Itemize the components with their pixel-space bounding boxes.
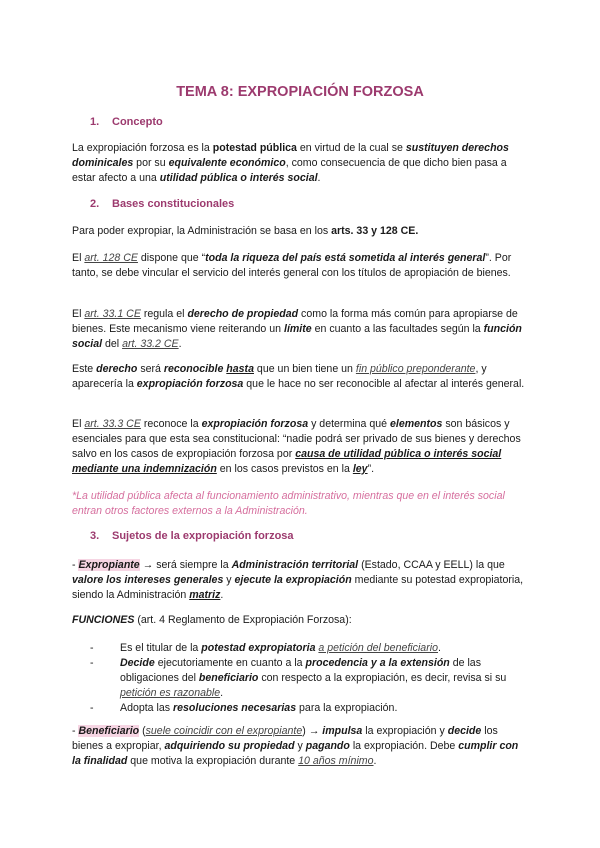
underlined-reference: petición es razonable	[120, 687, 221, 699]
underlined-reference: 10 años mínimo	[298, 755, 374, 767]
underlined-emphasis: hasta	[226, 363, 254, 375]
list-item	[90, 641, 530, 656]
text-run: son básicos y esenciales para que esta sea constitucional: “nadie podrá ser privado de sus bienes y derechos salvo en los casos de expropiación forzosa por	[72, 418, 521, 460]
emphasis-text: valore los intereses generales	[72, 574, 224, 586]
paragraph-art-128	[72, 251, 530, 281]
emphasis-text: pagando	[305, 740, 350, 752]
emphasis-text: decide	[447, 725, 482, 737]
underlined-reference: a petición del beneficiario	[318, 642, 438, 654]
emphasis-text: FUNCIONES	[72, 614, 135, 626]
underlined-reference: art. 33.2 CE	[122, 338, 179, 350]
paragraph-arts	[72, 224, 530, 239]
text-run: La expropiación forzosa es la	[72, 142, 213, 154]
text-run: → será siempre la	[139, 559, 232, 571]
text-run: El	[72, 418, 85, 430]
section-title: Sujetos de la expropiación forzosa	[112, 530, 294, 542]
underlined-reference: art. 33.3 CE	[84, 418, 141, 430]
text-run: .	[178, 338, 182, 350]
text-run: y	[223, 574, 235, 586]
text-run: la expropiación. Debe	[349, 740, 459, 752]
emphasis-text: beneficiario	[198, 672, 259, 684]
text-run: los bienes a expropiar,	[72, 725, 498, 752]
underlined-reference: art. 128 CE	[84, 252, 138, 264]
emphasis-text: expropiación forzosa	[136, 378, 244, 390]
section-heading-bases	[90, 198, 234, 210]
underlined-reference: art. 33.1 CE	[84, 308, 141, 320]
text-run: será	[137, 363, 164, 375]
text-run: en los casos previstos en la	[216, 463, 353, 475]
text-run: , como consecuencia de que dicho bien pasa a estar afecto a una	[72, 157, 507, 184]
underlined-emphasis: matriz	[189, 589, 221, 601]
emphasis-text: elementos	[389, 418, 443, 430]
emphasis-text: procedencia y a la extensión	[305, 657, 450, 669]
highlighted-term: Expropiante	[78, 559, 140, 571]
emphasis-text: derecho de propiedad	[187, 308, 299, 320]
text-run: El	[72, 252, 85, 264]
underlined-reference: suele coincidir con el expropiante	[145, 725, 303, 737]
text-run: mediante su potestad expropiatoria, siendo la Administración	[72, 574, 524, 601]
list-item	[90, 656, 530, 701]
bold-text: potestad pública	[212, 142, 297, 154]
text-run: en virtud de la cual se	[296, 142, 406, 154]
text-run: .	[220, 589, 224, 601]
underlined-emphasis: mediante una indemnización	[72, 463, 217, 475]
text-run: El	[72, 308, 85, 320]
funciones-list	[90, 641, 530, 716]
text-run: ) →	[302, 725, 323, 737]
paragraph-concepto	[72, 141, 530, 186]
list-item	[90, 701, 530, 716]
section-heading-sujetos	[90, 530, 294, 542]
underlined-reference: fin público preponderante	[355, 363, 476, 375]
text-run: ”.	[367, 463, 375, 475]
emphasis-text: sustituyen derechos dominicales	[72, 142, 509, 169]
section-number: 1.	[90, 116, 100, 128]
text-run: ejecutoriamente en cuanto a la	[154, 657, 306, 669]
text-run: (Estado, CCAA y EELL) la que	[358, 559, 505, 571]
emphasis-text: función social	[72, 323, 522, 350]
text-run: en cuanto a las facultades según la	[311, 323, 484, 335]
text-run: .	[437, 642, 441, 654]
text-run: (art. 4 Reglamento de Expropiación Forzosa):	[134, 614, 352, 626]
text-run: (	[139, 725, 146, 737]
emphasis-text: potestad expropiatoria	[201, 642, 316, 654]
text-run: que motiva la expropiación durante	[127, 755, 299, 767]
text-run: , y aparecería la	[72, 363, 487, 390]
text-run: *La utilidad pública afecta al funcionamiento administrativo, mientras que en el interés social entran otros factores externos a la Administración.	[72, 490, 505, 517]
emphasis-text: impulsa	[322, 725, 363, 737]
section-title: Concepto	[112, 116, 163, 128]
paragraph-expropiante	[72, 558, 530, 603]
text-run: Para poder expropiar, la Administración se basa en los	[72, 225, 332, 237]
text-run: y	[294, 740, 306, 752]
emphasis-text: Decide	[120, 657, 155, 669]
text-run: con respecto a la expropiación, es decir, revisa si su	[258, 672, 507, 684]
text-run: regula el	[140, 308, 188, 320]
text-run: de las obligaciones del	[120, 657, 481, 684]
emphasis-text: resoluciones necesarias	[173, 702, 297, 714]
section-number: 2.	[90, 198, 100, 210]
text-run: que le hace no ser reconocible al afectar al interés general.	[243, 378, 525, 390]
paragraph-art-33-3	[72, 417, 530, 477]
text-run: Este	[72, 363, 97, 375]
emphasis-text: derecho	[96, 363, 138, 375]
text-run: ”. Por tanto, se debe vincular el servicio del interés general con los títulos de apropiación de bienes.	[72, 252, 512, 279]
text-run: como la forma más común para apropiarse de bienes. Este mecanismo viene reiterando un	[72, 308, 518, 335]
section-title: Bases constitucionales	[112, 198, 235, 210]
text-run: Es el titular de la	[120, 642, 202, 654]
text-run: -	[72, 559, 79, 571]
note-utilidad-publica	[72, 489, 530, 519]
paragraph-derecho	[72, 362, 530, 392]
document-title: TEMA 8: EXPROPIACIÓN FORZOSA	[176, 84, 424, 100]
emphasis-text: utilidad pública o interés social	[159, 172, 318, 184]
emphasis-text: cumplir con la finalidad	[72, 740, 519, 767]
paragraph-art-33-1	[72, 307, 530, 352]
text-run: que un bien tiene un	[253, 363, 356, 375]
text-run: por su	[133, 157, 169, 169]
text-run: -	[72, 725, 79, 737]
emphasis-text: equivalente económico	[168, 157, 286, 169]
emphasis-text: límite	[284, 323, 312, 335]
emphasis-text: expropiación forzosa	[201, 418, 309, 430]
text-run: reconoce la	[140, 418, 202, 430]
section-number: 3.	[90, 530, 100, 542]
underlined-emphasis: causa de utilidad pública o interés social	[295, 448, 502, 460]
bold-text: arts. 33 y 128 CE.	[331, 225, 419, 237]
emphasis-text: adquiriendo su propiedad	[164, 740, 295, 752]
paragraph-funciones	[72, 613, 530, 628]
emphasis-text: toda la riqueza del país está sometida al interés general	[205, 252, 486, 264]
text-run: .	[373, 755, 377, 767]
text-run: para la expropiación.	[296, 702, 398, 714]
section-heading-concepto	[90, 116, 163, 128]
underlined-emphasis: ley	[352, 463, 368, 475]
text-run: la expropiación y	[362, 725, 448, 737]
text-run: dispone que “	[137, 252, 206, 264]
emphasis-text: ejecute la expropiación	[234, 574, 352, 586]
paragraph-beneficiario	[72, 724, 530, 769]
highlighted-term: Beneficiario	[78, 725, 140, 737]
text-run: .	[220, 687, 224, 699]
text-run: del	[102, 338, 123, 350]
text-run: Adopta las	[120, 702, 174, 714]
emphasis-text: reconocible	[163, 363, 224, 375]
emphasis-text: Administración territorial	[231, 559, 359, 571]
text-run: .	[317, 172, 321, 184]
text-run: y determina qué	[308, 418, 390, 430]
